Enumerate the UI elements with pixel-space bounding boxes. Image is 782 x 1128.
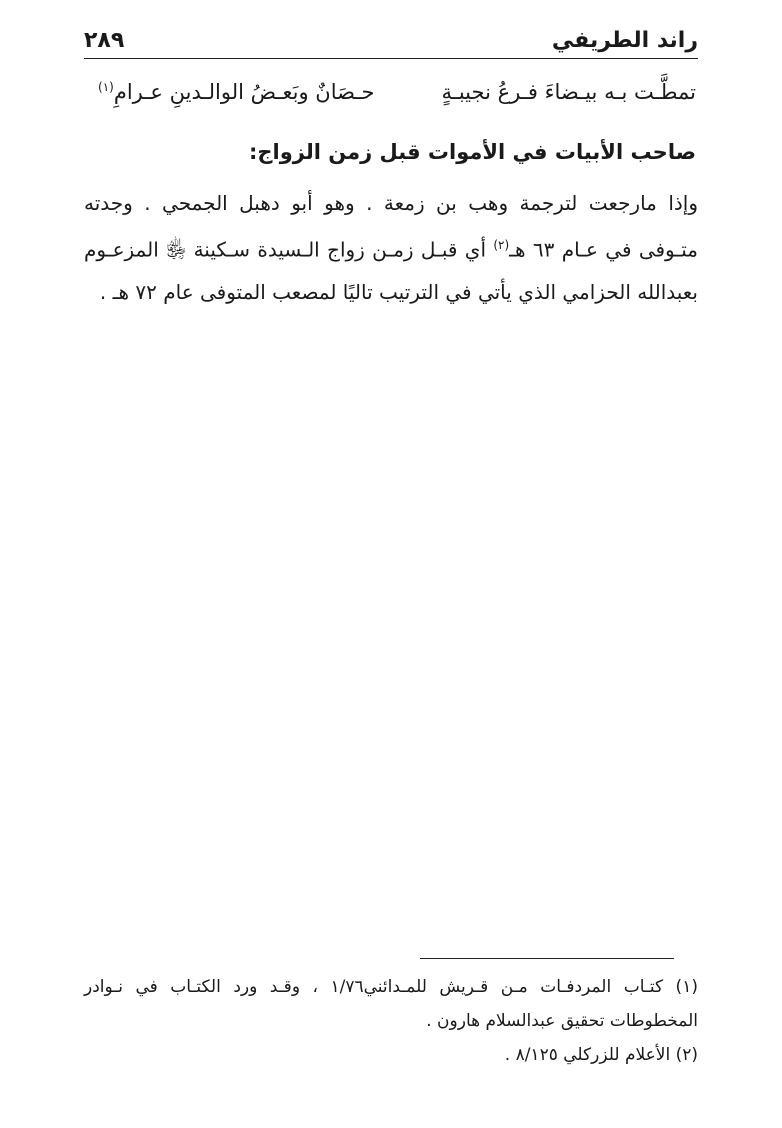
footnote-1-line-1: (١) كتـاب المردفـات مـن قـريش للمـدائني١/٧٦ ، وقـد ورد الكتـاب في نـوادر: [84, 977, 698, 997]
body-line-1: وإذا مارجعت لترجمة وهب بن زمعة . وهو أبو دهبل الجمحي . وجدته: [84, 191, 698, 215]
footnote-2: [84, 1038, 698, 1072]
header-author: راند الطريفي: [551, 28, 698, 53]
footnote-ref-1: (١): [98, 80, 114, 94]
footnotes: [84, 970, 698, 1072]
footnote-ref-2: (٢): [493, 238, 510, 252]
body-paragraph: [84, 182, 698, 313]
body-line-2-start: متـوفى في عـام ٦٣ هـ: [509, 237, 698, 262]
footnote-separator: [420, 958, 674, 959]
running-header: [84, 24, 698, 59]
page-number: ٢٨٩: [84, 28, 125, 53]
poetry-verse: [84, 76, 696, 116]
footnote-1: [84, 970, 698, 1038]
body-line-2-end: أي قبـل زمـن زواج الـسيدة سـكينة ﵂ المزعـوم: [84, 237, 494, 262]
body-line-3: بعبدالله الحزامي الذي يأتي في الترتيب تاليًا لمصعب المتوفى عام ٧٢ هـ .: [99, 279, 698, 304]
section-heading: صاحب الأبيات في الأموات قبل زمن الزواج:: [249, 140, 696, 164]
body-line-2: [84, 224, 698, 271]
footnote-1-line-2: المخطوطات تحقيق عبدالسلام هارون .: [426, 1011, 698, 1031]
verse-second-hemistich-text: حـصَانٌ وبَعـضُ الوالـدينِ عـرامِ: [113, 80, 375, 104]
footnote-2-line: (٢) الأعلام للزركلي ٨/١٢٥ .: [504, 1045, 698, 1065]
verse-first-hemistich: تمطَّـت بـه بيـضاءَ فـرعُ نجيبـةٍ: [441, 80, 696, 104]
verse-second-hemistich: [98, 80, 374, 104]
